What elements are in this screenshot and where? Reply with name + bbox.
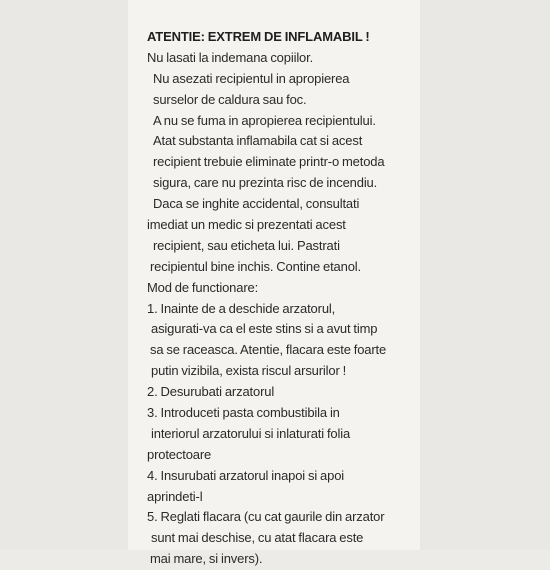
- instruction-line: 3. Introduceti pasta combustibila in: [147, 405, 340, 421]
- label-line: imediat un medic si prezentati acest: [147, 217, 346, 233]
- label-line: recipientul bine inchis. Contine etanol.: [150, 258, 361, 274]
- label-line: surselor de caldura sau foc.: [153, 91, 307, 107]
- right-background: [420, 0, 550, 550]
- instruction-line: 1. Inainte de a deschide arzatorul,: [147, 300, 336, 316]
- label-line: Nu asezati recipientul in apropierea: [153, 70, 350, 86]
- label-line: recipient, sau eticheta lui. Pastrati: [153, 237, 340, 253]
- left-background: [0, 0, 128, 550]
- label-line: Nu lasati la indemana copiilor.: [147, 49, 314, 65]
- instruction-line: 2. Desurubati arzatorul: [147, 384, 275, 400]
- label-text: [147, 27, 422, 570]
- label-line: Atat substanta inflamabila cat si acest: [153, 133, 363, 149]
- label-line: Daca se inghite accidental, consultati: [153, 196, 360, 212]
- instruction-line: asigurati-va ca el este stins si a avut timp: [151, 321, 378, 337]
- instruction-line: mai mare, si invers).: [150, 551, 263, 567]
- section-title: Mod de functionare:: [147, 279, 259, 295]
- instruction-line: interiorul arzatorului si inlaturati folia: [151, 425, 351, 441]
- instruction-line: 5. Reglati flacara (cu cat gaurile din arzator: [147, 509, 385, 525]
- instruction-line: aprindeti-l: [147, 488, 203, 504]
- instruction-line: putin vizibila, exista riscul arsurilor !: [151, 363, 347, 379]
- instruction-line: sunt mai deschise, cu atat flacara este: [151, 530, 364, 546]
- instruction-line: protectoare: [147, 446, 212, 462]
- warning-heading: ATENTIE: EXTREM DE INFLAMABIL !: [147, 29, 370, 44]
- instruction-line: sa se raceasca. Atentie, flacara este foarte: [150, 342, 387, 358]
- label-line: sigura, care nu prezinta risc de incendiu.: [153, 175, 378, 191]
- label-line: recipient trebuie eliminate printr-o metoda: [153, 154, 385, 170]
- instruction-line: 4. Insurubati arzatorul inapoi si apoi: [147, 467, 345, 483]
- label-line: A nu se fuma in apropierea recipientului.: [153, 112, 376, 128]
